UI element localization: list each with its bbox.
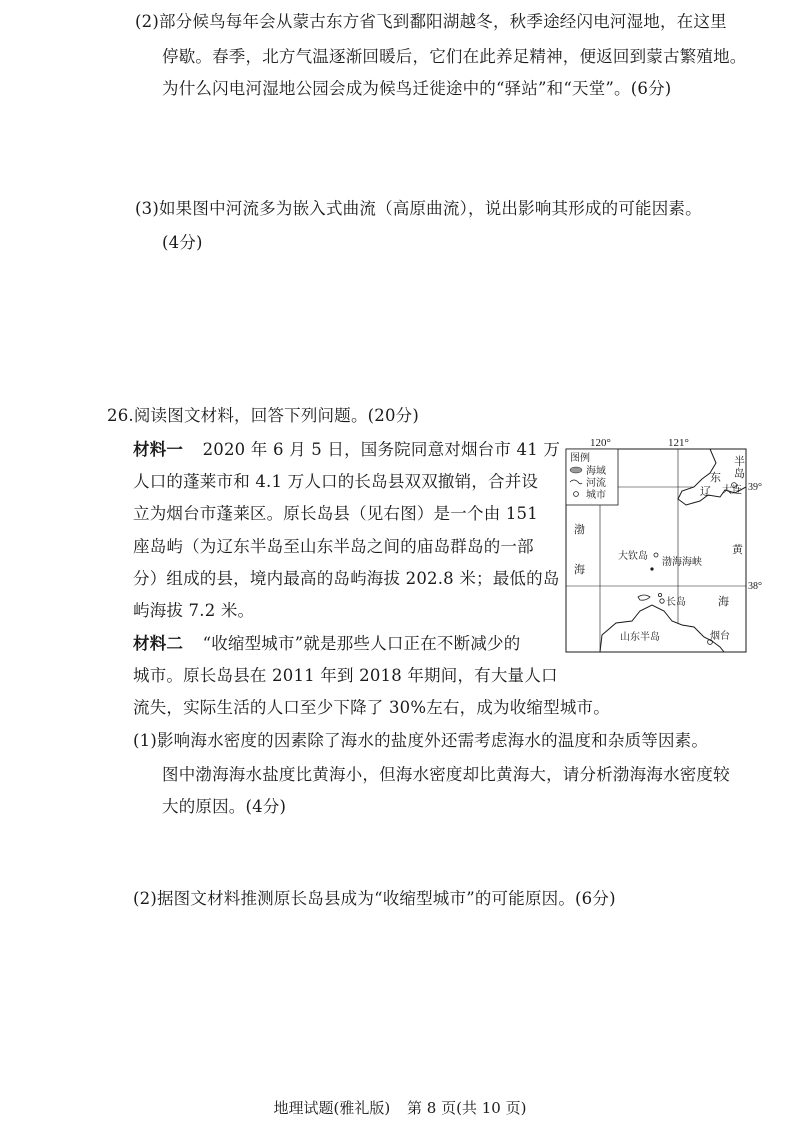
material2-line3: 流失，实际生活的人口至少下降了 30%左右，成为收缩型城市。 <box>133 698 610 717</box>
material1-line4: 座岛屿（为辽东半岛至山东半岛之间的庙岛群岛的一部 <box>133 537 534 556</box>
legend-title: 图例 <box>570 453 590 464</box>
label-dao: 岛 <box>734 468 745 480</box>
material2-label: 材料二 <box>133 634 184 653</box>
label-changdao: 长岛 <box>666 597 686 608</box>
q25-part3-line1: (3)如果图中河流多为嵌入式曲流（高原曲流），说出影响其形成的可能因素。 <box>135 199 702 218</box>
material2-line2: 城市。原长岛县在 2011 年到 2018 年期间，有大量人口 <box>133 666 558 685</box>
label-liao: 辽 <box>700 486 711 498</box>
label-daqindao: 大钦岛 <box>618 551 648 562</box>
q26-sub2-line1: (2)据图文材料推测原长岛县成为“收缩型城市”的可能原因。(6分) <box>133 889 616 908</box>
shandong-peninsula <box>600 605 724 652</box>
material1-text-1: 2020 年 6 月 5 日，国务院同意对烟台市 41 万 <box>202 440 561 459</box>
island-small-1 <box>650 567 653 570</box>
label-ban: 半 <box>734 456 745 468</box>
material2-line1 <box>133 633 520 655</box>
island-daqin <box>654 553 658 557</box>
page-footer <box>0 1097 800 1118</box>
material1-line1 <box>133 439 560 461</box>
lat-label-38: 38° <box>748 581 762 592</box>
material1-line5: 分）组成的县，境内最高的岛屿海拔 202.8 米；最低的岛 <box>133 569 560 588</box>
legend-sea-symbol <box>570 467 582 473</box>
label-hai2: 海 <box>718 596 729 608</box>
material1-label: 材料一 <box>133 440 184 459</box>
changdao-map <box>560 435 760 658</box>
material2-text-1: “收缩型城市”就是那些人口正在不断减少的 <box>202 634 521 653</box>
footer-subject: 地理试题(雅礼版) <box>273 1099 391 1117</box>
lon-label-120: 120° <box>590 437 611 449</box>
q25-part2-line2: 停歇。春季，北方气温逐渐回暖后，它们在此养足精神，便返回到蒙古繁殖地。 <box>162 47 747 66</box>
label-strait: 渤海海峡 <box>662 557 702 568</box>
legend-sea: 海域 <box>586 466 606 477</box>
label-bo: 渤 <box>574 524 585 536</box>
material1-line6: 屿海拔 7.2 米。 <box>133 601 255 620</box>
label-dalian: 大连 <box>722 485 742 496</box>
city-changdao <box>660 599 664 603</box>
q26-title: 26.阅读图文材料，回答下列问题。(20分) <box>107 406 420 425</box>
footer-page: 第 8 页(共 10 页) <box>407 1099 527 1117</box>
legend-city: 城市 <box>586 490 606 501</box>
label-dong: 东 <box>710 472 721 484</box>
q26-sub1-line2: 图中渤海海水盐度比黄海小，但海水密度却比黄海大，请分析渤海海水密度较 <box>162 765 730 784</box>
q25-part2-line1: (2)部分候鸟每年会从蒙古东方省飞到鄱阳湖越冬，秋季途经闪电河湿地，在这里 <box>135 12 727 31</box>
label-yantai: 烟台 <box>710 631 730 642</box>
lon-label-121: 121° <box>668 437 689 449</box>
material1-line3: 立为烟台市蓬莱区。原长岛县（见右图）是一个由 151 <box>133 504 538 523</box>
label-shandong: 山东半岛 <box>620 632 660 643</box>
legend-river: 河流 <box>586 478 606 489</box>
q25-part2-line3: 为什么闪电河湿地公园会成为候鸟迁徙途中的“驿站”和“天堂”。(6分) <box>162 79 672 98</box>
material1-line2: 人口的蓬莱市和 4.1 万人口的长岛县双双撤销，合并设 <box>133 472 539 491</box>
q26-sub1-line1: (1)影响海水密度的因素除了海水的盐度外还需考虑海水的温度和杂质等因素。 <box>133 731 709 750</box>
island-small-3 <box>638 595 650 600</box>
lat-label-39: 39° <box>748 482 762 493</box>
island-small-2 <box>658 593 661 596</box>
q26-sub1-line3: 大的原因。(4分) <box>162 797 287 816</box>
label-hai1: 海 <box>574 564 585 576</box>
label-huang: 黄 <box>732 544 743 556</box>
q25-part3-line2: (4分) <box>162 233 203 252</box>
